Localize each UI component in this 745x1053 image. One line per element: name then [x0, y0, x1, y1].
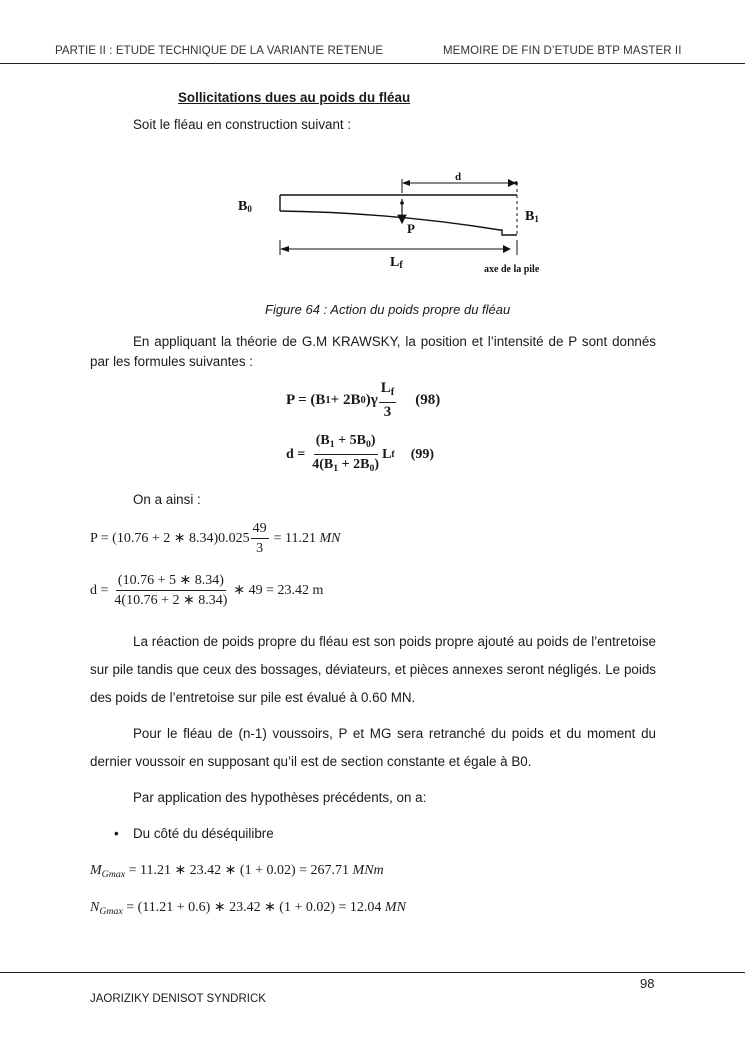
bullet-dot: • — [114, 826, 119, 841]
tag-98: (98) — [415, 392, 441, 408]
bottom-curve — [280, 211, 500, 230]
footer-rule — [0, 972, 745, 973]
header-right: MEMOIRE DE FIN D’ETUDE BTP MASTER II — [443, 45, 682, 57]
calc-d: d = $\frac{(10.76 + 5 ∗ 8.34)}{4(10.76 + 2 ∗ 8.34)}$ ∗ 49 = 23.42 m — [90, 573, 324, 608]
header-rule — [0, 63, 745, 64]
cantilever-figure — [230, 165, 560, 280]
formula-98: P = (B 1 + 2B 0 )γ $\frac{L_f}{3}$ (98) — [286, 380, 441, 420]
paragraph-hypotheses: Par application des hypothèses précédents, on a: — [133, 790, 427, 805]
calc-p: P = (10.76 + 2 ∗ 8.34)0.025 $\frac{49}{3}$ = 11.21 MN — [90, 521, 341, 556]
label-axe: axe de la pile — [484, 264, 540, 275]
label-b1: B1 — [525, 209, 539, 224]
bullet-desequilibre: Du côté du déséquilibre — [133, 826, 274, 841]
formula-99: d = $\frac{(B_1 + 5B_0)}{4(B_1 + 2B_0)}$ L f (99) — [286, 433, 435, 474]
right-step — [500, 230, 517, 235]
section-title: Sollicitations dues au poids du fléau — [178, 90, 411, 105]
header-left: PARTIE II : ETUDE TECHNIQUE DE LA VARIANTE RETENUE — [55, 45, 384, 57]
equation-ngmax: $N_{Gmax} = (11.21 + 0.6)$ ∗ 23.42 ∗ (1 + 0.02) = 12.04 MN — [90, 900, 406, 917]
on-a-ainsi: On a ainsi : — [133, 492, 201, 507]
intro-text: Soit le fléau en construction suivant : — [133, 117, 352, 132]
equation-mgmax: $M_{Gmax} = 11.21$ ∗ 23.42 ∗ (1 + 0.02) = 267.71 MNm — [90, 863, 384, 880]
paragraph-krawsky: En appliquant la théorie de G.M KRAWSKY, la position et l’intensité de P sont donnés par les formules suivantes : — [90, 334, 656, 369]
label-b0: B0 — [238, 199, 252, 214]
paragraph-voussoirs: Pour le fléau de (n-1) voussoirs, P et MG sera retranché du poids et du moment du dernier voussoir en supposant qu’il est de section constante et égale à B0. — [90, 726, 656, 769]
label-p: P — [407, 221, 415, 236]
page-number: 98 — [640, 976, 655, 991]
paragraph-reaction: La réaction de poids propre du fléau est son poids propre ajouté au poids de l’entretoise sur pile tandis que ceux des bossages, déviateurs, et pièces annexes seront négligés. Le poids des poids de l’entretoise sur pile est évalué à 0.60 MN. — [90, 634, 656, 705]
tag-99: (99) — [410, 446, 435, 462]
figure-caption: Figure 64 : Action du poids propre du fléau — [265, 302, 511, 317]
label-d: d — [455, 171, 462, 183]
label-lf: Lf — [390, 255, 403, 271]
footer-author: JAORIZIKY DENISOT SYNDRICK — [90, 993, 266, 1005]
